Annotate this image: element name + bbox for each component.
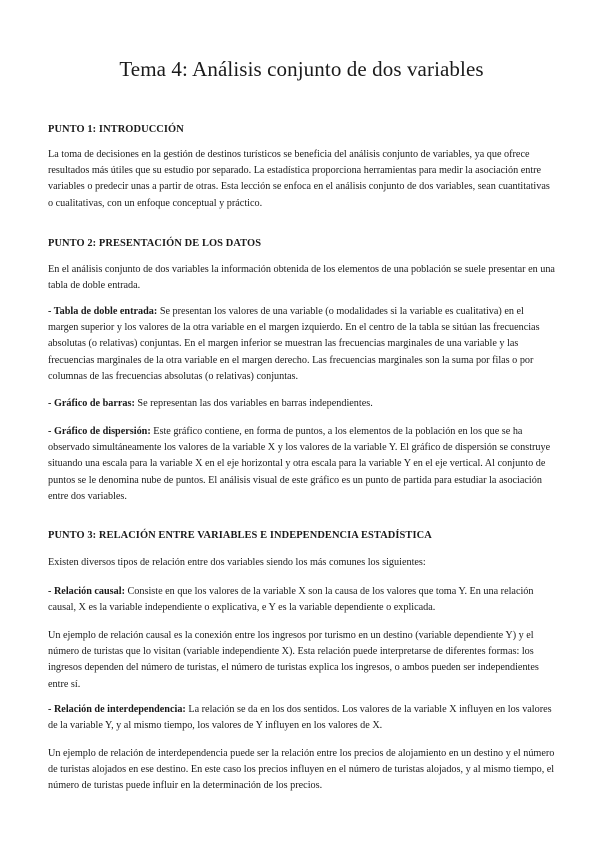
paragraph-tabla-doble-entrada bbox=[48, 304, 555, 385]
term-grafico-dispersion: - Gráfico de dispersión: bbox=[48, 426, 151, 437]
paragraph-relacion-causal bbox=[48, 584, 555, 616]
paragraph-introduccion: La toma de decisiones en la gestión de destinos turísticos se beneficia del análisis conjunto de variables, ya que ofrece resultados más útiles que su estudio por separado. La estadística proporciona herramientas para medir la asociación entre variables o predecir unas a partir de otras. Esta lección se enfoca en el análisis conjunto de dos variables, sean cuantitativas o cualitativas, con un enfoque conceptual y práctico. bbox=[48, 149, 550, 209]
definition-grafico-barras: Se representan las dos variables en barras independientes. bbox=[134, 398, 373, 409]
section-heading-presentacion: PUNTO 2: PRESENTACIÓN DE LOS DATOS bbox=[48, 238, 262, 249]
paragraph-relacion-interdependencia bbox=[48, 702, 555, 734]
term-tabla-doble-entrada: - Tabla de doble entrada: bbox=[48, 306, 158, 317]
definition-relacion-causal: Consiste en que los valores de la variable X son la causa de los valores que toma Y. En una relación causal, X es la variable independiente o explicativa, e Y es la variable dependiente o explicada. bbox=[48, 586, 534, 614]
definition-tabla-doble-entrada: Se presentan los valores de una variable (o modalidades si la variable es cualitativa) en el margen superior y los valores de la otra variable en el margen izquierdo. En el centro de la tabla se sitúan las frecuencias absolutas (o relativas) conjuntas. En el margen inferior se muestran las frecuencias marginales de una variable y las frecuencias marginales de la otra variable en el margen derecho. Las frecuencias marginales son la suma por filas o por columnas de las frecuencias absolutas (o relativas) conjuntas. bbox=[48, 306, 540, 382]
paragraph-relacion-intro: Existen diversos tipos de relación entre dos variables siendo los más comunes los siguientes: bbox=[48, 557, 426, 568]
term-relacion-causal: - Relación causal: bbox=[48, 586, 125, 597]
paragraph-grafico-dispersion bbox=[48, 424, 555, 505]
term-relacion-interdependencia: - Relación de interdependencia: bbox=[48, 704, 186, 715]
term-grafico-barras: - Gráfico de barras: bbox=[48, 398, 135, 409]
paragraph-grafico-barras bbox=[48, 396, 555, 412]
paragraph-presentacion-intro: En el análisis conjunto de dos variables la información obtenida de los elementos de una población se suele presentar en una tabla de doble entrada. bbox=[48, 264, 555, 292]
definition-grafico-dispersion: Este gráfico contiene, en forma de puntos, a los elementos de la población en los que se ha observado simultáneamente los valores de la variable X y los valores de la variable Y. El gráfico de dispersión se construye situando una escala para la variable X en el eje horizontal y otra escala para la variable Y en el eje vertical. Al conjunto de puntos se le denomina nube de puntos. El análisis visual de este gráfico es un punto de partida para estudiar la asociación entre dos variables. bbox=[48, 426, 551, 502]
section-heading-relacion: PUNTO 3: RELACIÓN ENTRE VARIABLES E INDEPENDENCIA ESTADÍSTICA bbox=[48, 530, 432, 541]
paragraph-ejemplo-causal: Un ejemplo de relación causal es la conexión entre los ingresos por turismo en un destino (variable dependiente Y) y el número de turistas que lo visitan (variable independiente X). Esta relación puede interpretarse de diferentes formas: los ingresos dependen del número de turistas, el número de turistas explica los ingresos, o ambos pueden ser independientes entre sí. bbox=[48, 630, 539, 690]
page-title: Tema 4: Análisis conjunto de dos variables bbox=[119, 57, 484, 81]
section-heading-introduccion: PUNTO 1: INTRODUCCIÓN bbox=[48, 124, 184, 135]
definition-relacion-interdependencia: La relación se da en los dos sentidos. Los valores de la variable X influyen en los valores de la variable Y, y al mismo tiempo, los valores de Y influyen en los valores de X. bbox=[48, 704, 552, 732]
paragraph-ejemplo-interdependencia: Un ejemplo de relación de interdependencia puede ser la relación entre los precios de alojamiento en un destino y el número de turistas alojados en ese destino. En este caso los precios influyen en el número de turistas alojados, y al mismo tiempo, el número de turistas puede influir en la determinación de los precios. bbox=[48, 748, 555, 792]
